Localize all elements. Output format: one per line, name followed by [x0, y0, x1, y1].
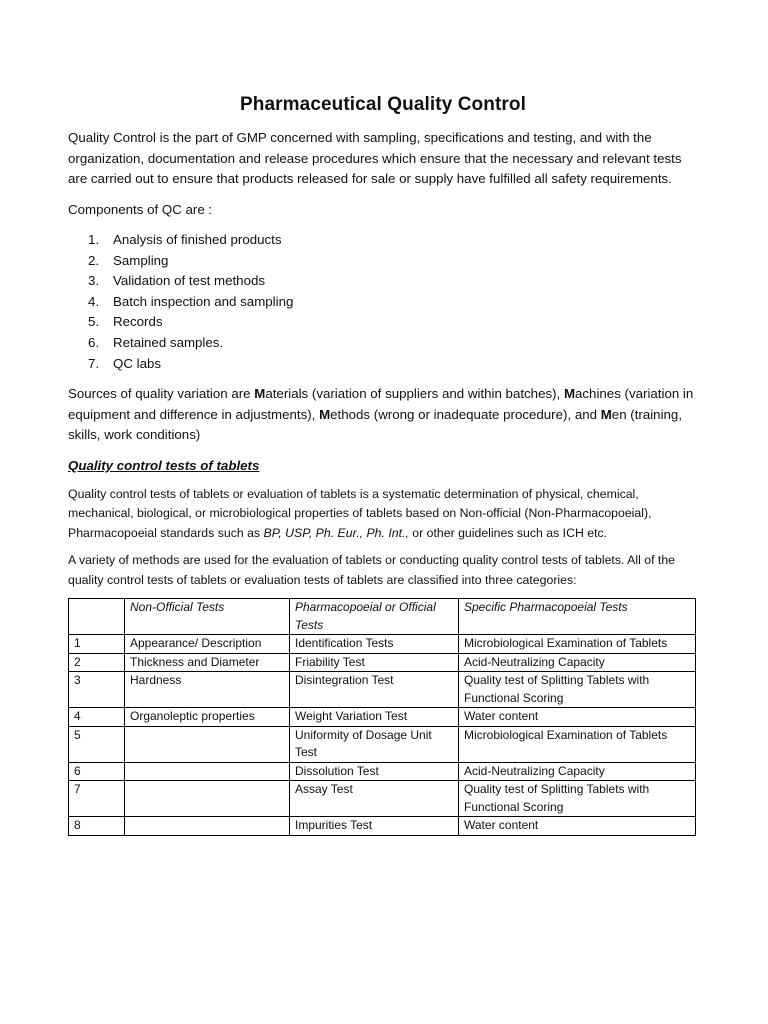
tests-paragraph-1	[68, 485, 698, 544]
list-item	[68, 271, 698, 292]
list-number: 5.	[88, 314, 100, 330]
table-cell	[125, 817, 290, 836]
list-item	[68, 292, 698, 313]
table-cell: Water content	[459, 817, 696, 836]
table-row	[69, 635, 696, 654]
table-cell: 5	[69, 726, 125, 762]
table-cell: Acid-Neutralizing Capacity	[459, 762, 696, 781]
components-list	[68, 230, 698, 374]
table-cell: Water content	[459, 708, 696, 727]
list-number: 1.	[88, 232, 100, 247]
list-number: 6.	[88, 334, 100, 350]
table-cell: Microbiological Examination of Tablets	[459, 726, 696, 762]
table-cell: Uniformity of Dosage Unit Test	[290, 726, 459, 762]
table-cell: 3	[69, 672, 125, 708]
intro-paragraph: Quality Control is the part of GMP concerned with sampling, specifications and testing, and with the organization, documentation and release procedures which ensure that the necessary and relevant tests are carried out to ensure that products released for sale or supply have fulfilled all safety requirements.	[68, 130, 682, 186]
table-cell: Quality test of Splitting Tablets with Functional Scoring	[459, 672, 696, 708]
sources-m-letter: M	[319, 406, 331, 422]
table-row	[69, 726, 696, 762]
table-cell: 7	[69, 781, 125, 817]
tests-text: Quality control tests of tablets or evaluation of tablets is a systematic determination of physical, chemical, mechanical, biological, or microbiological properties of tablets based on Non-official (Non-Pharmacopoeial), Pharmacopoeial standards such as	[68, 486, 652, 540]
sources-text: Sources of quality variation are	[68, 386, 255, 402]
list-number: 3.	[88, 273, 100, 289]
document-page	[68, 94, 698, 836]
table-row	[69, 781, 696, 817]
list-text: Retained samples.	[113, 334, 224, 350]
table-row	[69, 653, 696, 672]
list-number: 4.	[88, 293, 100, 309]
sources-m-letter: M	[563, 386, 576, 402]
table-row	[69, 672, 696, 708]
table-cell: 2	[69, 653, 125, 672]
list-text: Analysis of finished products	[113, 232, 282, 247]
list-text: Records	[113, 314, 163, 330]
sources-text: aterials (variation of suppliers and within batches),	[265, 386, 564, 402]
table-cell: Hardness	[125, 672, 290, 708]
table-cell: 1	[69, 635, 125, 654]
table-row	[69, 708, 696, 727]
table-cell: Impurities Test	[290, 817, 459, 836]
table-cell: Organoleptic properties	[125, 708, 290, 727]
sources-text: ethods (wrong or inadequate procedure), and	[330, 406, 601, 422]
list-item	[68, 312, 698, 333]
table-cell: Appearance/ Description	[125, 635, 290, 654]
tests-table	[68, 598, 696, 836]
list-item	[68, 333, 698, 354]
sources-text: en (training, skills, work conditions)	[68, 406, 683, 443]
table-cell: Disintegration Test	[290, 672, 459, 708]
table-cell: 8	[69, 817, 125, 836]
table-header-row	[69, 599, 696, 635]
table-cell: 6	[69, 762, 125, 781]
sources-text: achines (variation in equipment and difference in adjustments),	[68, 386, 694, 422]
table-cell: Dissolution Test	[290, 762, 459, 781]
header-cell: Pharmacopoeial or Official Tests	[290, 599, 459, 635]
table-cell: Friability Test	[290, 653, 459, 672]
table-cell: Microbiological Examination of Tablets	[459, 635, 696, 654]
table-cell: Identification Tests	[290, 635, 459, 654]
tests-heading: Quality control tests of tablets	[68, 457, 260, 473]
list-number: 7.	[88, 355, 100, 371]
sources-m-letter: M	[600, 406, 612, 422]
list-item	[68, 230, 698, 251]
table-cell: Assay Test	[290, 781, 459, 817]
list-text: Validation of test methods	[113, 273, 266, 289]
sources-paragraph	[68, 384, 698, 446]
table-row	[69, 762, 696, 781]
table-cell	[125, 726, 290, 762]
table-cell: 4	[69, 708, 125, 727]
list-text: QC labs	[113, 355, 162, 371]
list-item	[68, 251, 698, 272]
list-number: 2.	[88, 252, 100, 268]
list-text: Sampling	[113, 252, 169, 268]
list-text: Batch inspection and sampling	[113, 293, 294, 309]
page-title: Pharmaceutical Quality Control	[240, 94, 526, 115]
header-cell: Non-Official Tests	[125, 599, 290, 635]
table-cell	[125, 781, 290, 817]
table-cell: Thickness and Diameter	[125, 653, 290, 672]
standards-italic: BP, USP, Ph. Eur., Ph. Int.,	[263, 525, 409, 540]
table-cell: Acid-Neutralizing Capacity	[459, 653, 696, 672]
header-cell: Specific Pharmacopoeial Tests	[459, 599, 696, 635]
tests-paragraph-2: A variety of methods are used for the evaluation of tablets or conducting quality control tests of tablets. All of the quality control tests of tablets or evaluation tests of tablets are classified into three categories:	[68, 553, 675, 587]
sources-m-letter: M	[254, 386, 266, 402]
header-cell	[69, 599, 125, 635]
tests-text: or other guidelines such as ICH etc.	[408, 525, 608, 540]
table-cell: Quality test of Splitting Tablets with Functional Scoring	[459, 781, 696, 817]
list-item	[68, 354, 698, 375]
components-heading: Components of QC are :	[68, 201, 213, 217]
table-row	[69, 817, 696, 836]
table-cell: Weight Variation Test	[290, 708, 459, 727]
table-cell	[125, 762, 290, 781]
